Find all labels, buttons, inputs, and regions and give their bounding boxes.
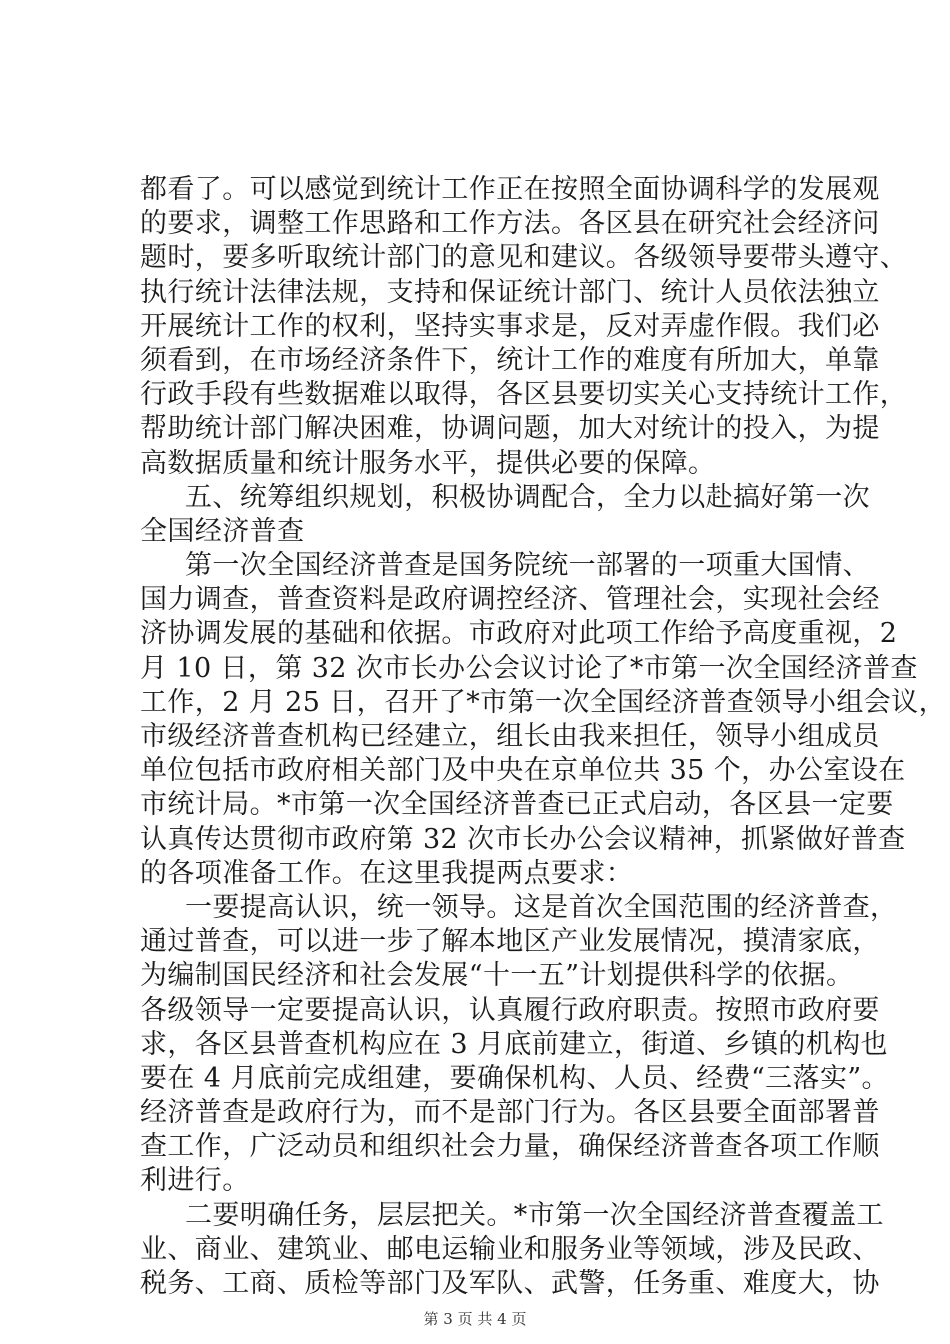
text-line: 认真传达贯彻市政府第 32 次市长办公会议精神，抓紧做好普查 bbox=[140, 823, 906, 855]
text-line: 高数据质量和统计服务水平，提供必要的保障。 bbox=[140, 447, 716, 479]
text-line: 五、统筹组织规划，积极协调配合，全力以赴搞好第一次 bbox=[185, 481, 870, 513]
text-line: 月 10 日，第 32 次市长办公会议讨论了*市第一次全国经济普查 bbox=[140, 652, 918, 684]
text-line: 业、商业、建筑业、邮电运输业和服务业等领域，涉及民政、 bbox=[140, 1233, 880, 1265]
text-line: 行政手段有些数据难以取得，各区县要切实关心支持统计工作， bbox=[140, 379, 908, 411]
text-line: 一要提高认识，统一领导。这是首次全国范围的经济普查， bbox=[185, 891, 898, 923]
document-body bbox=[140, 173, 946, 1301]
text-line: 经济普查是政府行为，而不是部门行为。各区县要全面部署普 bbox=[140, 1097, 880, 1129]
text-line: 单位包括市政府相关部门及中央在京单位共 35 个，办公室设在 bbox=[140, 755, 906, 787]
text-line: 执行统计法律法规，支持和保证统计部门、统计人员依法独立 bbox=[140, 276, 880, 308]
text-line: 济协调发展的基础和依据。市政府对此项工作给予高度重视，2 bbox=[140, 618, 898, 650]
text-line: 利进行。 bbox=[140, 1165, 250, 1197]
text-line: 市统计局。*市第一次全国经济普查已正式启动，各区县一定要 bbox=[140, 789, 894, 821]
text-line: 二要明确任务，层层把关。*市第一次全国经济普查覆盖工 bbox=[185, 1199, 884, 1231]
text-line: 市级经济普查机构已经建立，组长由我来担任，领导小组成员 bbox=[140, 721, 880, 752]
text-line: 第一次全国经济普查是国务院统一部署的一项重大国情、 bbox=[185, 550, 870, 582]
text-line: 开展统计工作的权利，坚持实事求是，反对弄虚作假。我们必 bbox=[140, 310, 880, 342]
text-line: 帮助统计部门解决困难，协调问题，加大对统计的投入，为提 bbox=[140, 413, 880, 445]
text-line: 求，各区县普查机构应在 3 月底前建立，街道、乡镇的机构也 bbox=[140, 1028, 888, 1060]
text-line: 通过普查，可以进一步了解本地区产业发展情况，摸清家底， bbox=[140, 926, 880, 958]
text-line: 为编制国民经济和社会发展“十一五”计划提供科学的依据。 bbox=[140, 960, 854, 992]
text-line: 全国经济普查 bbox=[140, 515, 305, 547]
text-line: 工作，2 月 25 日，召开了*市第一次全国经济普查领导小组会议， bbox=[140, 686, 946, 718]
page-number-footer: 第 3 页 共 4 页 bbox=[423, 1310, 527, 1328]
text-line: 查工作，广泛动员和组织社会力量，确保经济普查各项工作顺 bbox=[140, 1131, 880, 1163]
text-line: 题时，要多听取统计部门的意见和建议。各级领导要带头遵守、 bbox=[140, 242, 908, 274]
text-line: 须看到，在市场经济条件下，统计工作的难度有所加大，单靠 bbox=[140, 344, 880, 376]
text-line: 税务、工商、质检等部门及军队、武警，任务重、难度大，协 bbox=[140, 1268, 880, 1299]
text-line: 国力调查，普查资料是政府调控经济、管理社会，实现社会经 bbox=[140, 584, 880, 616]
text-line: 各级领导一定要提高认识，认真履行政府职责。按照市政府要 bbox=[140, 994, 880, 1026]
text-line: 的各项准备工作。在这里我提两点要求： bbox=[140, 857, 634, 889]
text-line: 都看了。可以感觉到统计工作正在按照全面协调科学的发展观 bbox=[140, 174, 880, 205]
text-line: 的要求，调整工作思路和工作方法。各区县在研究社会经济问 bbox=[140, 208, 880, 240]
text-line: 要在 4 月底前完成组建，要确保机构、人员、经费“三落实”。 bbox=[140, 1062, 889, 1094]
